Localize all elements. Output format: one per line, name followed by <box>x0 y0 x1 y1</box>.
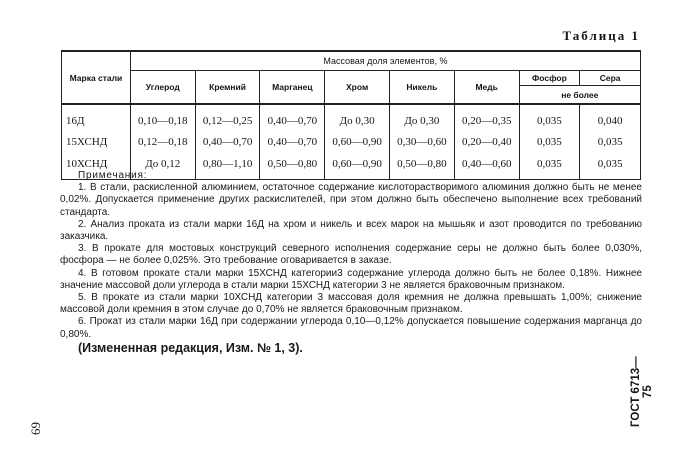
cell-grade: 10ХСНД <box>62 153 131 180</box>
cell-sulfur: 0,035 <box>580 153 641 180</box>
cell-silicon: 0,40—0,70 <box>195 131 260 153</box>
standard-side-label: ГОСТ 6713—75 <box>630 356 654 428</box>
col-silicon: Кремний <box>195 71 260 105</box>
col-phosphorus: Фосфор <box>519 71 580 86</box>
note-item: 1. В стали, раскисленной алюминием, остаточное содержание кислоторастворимого алюминия должно быть не менее 0,02%. Допускается применение других раскислителей, при этом должно быть обеспечено выполнение всех требований стандарта. <box>60 182 642 218</box>
col-manganese: Марганец <box>260 71 325 105</box>
cell-phosphorus: 0,035 <box>519 131 580 153</box>
col-chromium: Хром <box>325 71 390 105</box>
note-item: 2. Анализ проката из стали марки 16Д на хром и никель и всех марок на мышьяк и азот проводится по требованию заказчика. <box>60 218 642 243</box>
table-row <box>62 104 641 131</box>
grade-header: Марка стали <box>62 51 131 104</box>
cell-carbon: До 0,12 <box>130 153 195 180</box>
note-item: 6. Прокат из стали марки 16Д при содержании углерода 0,10—0,12% допускается повышение содержания марганца до 0,80%. <box>60 316 642 340</box>
col-nickel: Никель <box>390 71 455 105</box>
cell-sulfur: 0,035 <box>580 131 641 153</box>
composition-table <box>61 50 641 180</box>
cell-carbon: 0,12—0,18 <box>130 131 195 153</box>
notes-title: Примечания: <box>78 170 148 181</box>
table-row <box>62 131 641 153</box>
col-sulfur: Сера <box>580 71 641 86</box>
cell-silicon: 0,12—0,25 <box>195 104 260 131</box>
cell-copper: 0,20—0,40 <box>454 131 519 153</box>
page-number: 69 <box>28 422 43 436</box>
cell-nickel: 0,30—0,60 <box>390 131 455 153</box>
cell-nickel: До 0,30 <box>390 104 455 131</box>
col-carbon: Углерод <box>130 71 195 105</box>
cell-phosphorus: 0,035 <box>519 104 580 131</box>
cell-copper: 0,20—0,35 <box>454 104 519 131</box>
mass-fraction-header: Массовая доля элементов, % <box>130 51 640 71</box>
cell-nickel: 0,50—0,80 <box>390 153 455 180</box>
cell-grade: 15ХСНД <box>62 131 131 153</box>
cell-grade: 16Д <box>62 104 131 131</box>
note-item: 3. В прокате для мостовых конструкций северного исполнения содержание серы не должно быть более 0,030%, фосфора — не более 0,025%. Это требование оговаривается в заказе. <box>60 243 642 267</box>
note-item: 4. В готовом прокате стали марки 15ХСНД категории3 содержание углерода должно быть не более 0,18%. Нижнее значение массовой доли углерода в стали марки 15ХСНД категории 3 не является браковочным признаком. <box>60 267 642 291</box>
note-item: 5. В прокате из стали марки 10ХСНД категории 3 массовая доля кремния не должна превышать 1,00%; снижение массовой доли кремния в этом случае до 0,70% не является браковочным признаком. <box>60 292 642 316</box>
cell-manganese: 0,40—0,70 <box>260 131 325 153</box>
amendment-note: (Измененная редакция, Изм. № 1, 3). <box>78 340 303 355</box>
cell-chromium: 0,60—0,90 <box>325 153 390 180</box>
cell-copper: 0,40—0,60 <box>454 153 519 180</box>
cell-manganese: 0,40—0,70 <box>260 104 325 131</box>
cell-chromium: До 0,30 <box>325 104 390 131</box>
col-copper: Медь <box>454 71 519 105</box>
table-caption: Таблица 1 <box>562 28 640 43</box>
limit-header: не более <box>519 86 640 104</box>
cell-sulfur: 0,040 <box>580 104 641 131</box>
cell-chromium: 0,60—0,90 <box>325 131 390 153</box>
notes-block <box>60 170 642 354</box>
cell-carbon: 0,10—0,18 <box>130 104 195 131</box>
cell-phosphorus: 0,035 <box>519 153 580 180</box>
cell-manganese: 0,50—0,80 <box>260 153 325 180</box>
cell-silicon: 0,80—1,10 <box>195 153 260 180</box>
